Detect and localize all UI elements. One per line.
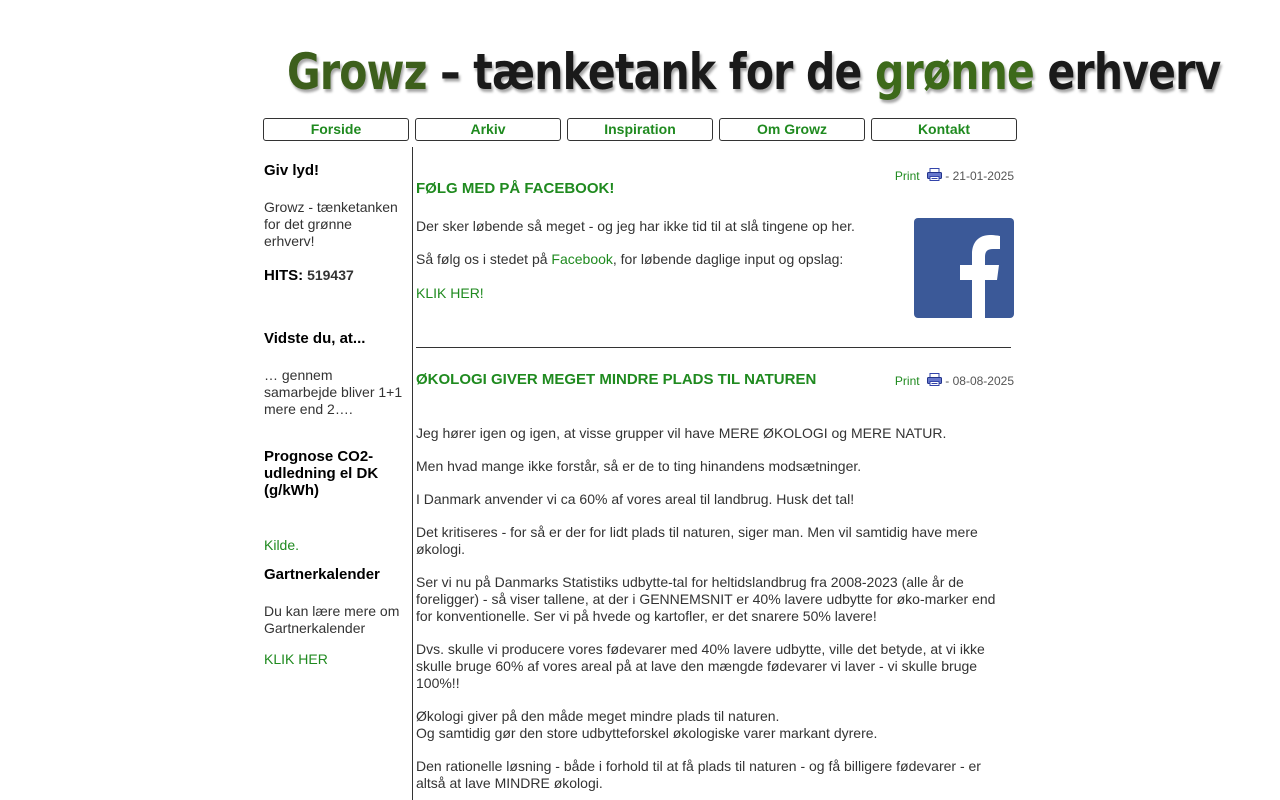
text-after-link: , for løbende daglige input og opslag:	[612, 251, 844, 267]
sidebar-heading-prognose: Prognose CO2-udledning el DK (g/kWh)	[264, 448, 379, 499]
article-title[interactable]: FØLG MED PÅ FACEBOOK!	[416, 180, 615, 197]
article-paragraph: Dvs. skulle vi producere vores fødevarer med 40% lavere udbytte, ville det betyde, at vi ikke skulle bruge 60% af vores areal på at lave den mængde fødevarer vi laver - vi skulle bruge 100%!!	[416, 641, 985, 691]
hits-counter	[264, 267, 406, 284]
sidebar-heading-giv-lyd: Giv lyd!	[264, 162, 320, 179]
logo-green-word: grønne	[874, 43, 1034, 101]
gartner-klik-her-link[interactable]: KLIK HER	[264, 651, 328, 667]
article-paragraph: Økologi giver på den måde meget mindre plads til naturen.	[416, 708, 780, 724]
article-paragraph: Der sker løbende så meget - og jeg har ikke tid til at slå tingene op her.	[416, 218, 855, 234]
article-meta	[895, 373, 1014, 388]
logo-dash: –	[426, 43, 474, 101]
main-nav	[263, 118, 1019, 142]
article-date: - 21-01-2025	[945, 169, 1014, 183]
nav-om-growz[interactable]: Om Growz	[719, 118, 865, 141]
article-paragraph: Den rationelle løsning - både i forhold til at få plads til naturen - og få billigere fødevarer - er altså at lave MINDRE økologi.	[416, 758, 981, 791]
hits-label: HITS:	[264, 267, 304, 284]
printer-icon[interactable]	[927, 168, 942, 181]
article-paragraph: Ser vi nu på Danmarks Statistiks udbytte-tal for heltidslandbrug fra 2008-2023 (alle år de foreligger) - så viser tallene, at der i GENNEMSNIT er 40% lavere udbytte for øko-marker end for konventionelle. Ser vi på hvede og kartofler, er det snarere 50% lavere!	[416, 574, 996, 624]
print-link[interactable]: Print	[894, 169, 920, 183]
text-before-link: Så følg os i stedet på	[416, 251, 552, 267]
nav-arkiv[interactable]: Arkiv	[415, 118, 561, 141]
sidebar-heading-gartner: Gartnerkalender	[264, 566, 380, 583]
facebook-link[interactable]: Facebook	[551, 251, 613, 267]
nav-inspiration[interactable]: Inspiration	[567, 118, 713, 141]
prognose-source-link[interactable]: Kilde.	[264, 537, 300, 553]
sidebar-text-growz: Growz - tænketanken for det grønne erhverv!	[264, 199, 398, 249]
logo-brand: Growz	[287, 43, 427, 101]
hits-value: 519437	[307, 267, 354, 283]
article-facebook	[416, 160, 1014, 330]
article-separator	[416, 347, 1011, 348]
sidebar-gartner	[264, 566, 406, 667]
sidebar-vidste	[264, 330, 406, 418]
site-logo[interactable]	[287, 36, 1221, 108]
sidebar-text-vidste: … gennem samarbejde bliver 1+1 mere end 2….	[264, 367, 403, 417]
article-paragraph: I Danmark anvender vi ca 60% af vores areal til landbrug. Husk det tal!	[416, 491, 855, 507]
article-body	[416, 425, 996, 792]
article-paragraph-facebook	[416, 251, 886, 268]
facebook-klik-her-link[interactable]: KLIK HER!	[416, 285, 484, 301]
logo-tagline-part1: tænketank for de	[473, 43, 875, 101]
column-divider	[412, 147, 413, 800]
article-paragraph: Det kritiseres - for så er der for lidt plads til naturen, siger man. Men vil samtidig have mere økologi.	[416, 524, 978, 557]
sidebar-giv-lyd	[264, 162, 406, 284]
nav-kontakt[interactable]: Kontakt	[871, 118, 1017, 141]
logo-tagline-part2: erhverv	[1033, 43, 1221, 101]
print-link[interactable]: Print	[894, 374, 920, 388]
sidebar-prognose	[264, 448, 406, 553]
article-paragraph: Og samtidig gør den store udbytteforskel økologiske varer markant dyrere.	[416, 725, 878, 741]
article-title[interactable]: ØKOLOGI GIVER MEGET MINDRE PLADS TIL NATUREN	[416, 371, 817, 388]
article-date: - 08-08-2025	[945, 374, 1014, 388]
article-meta	[895, 168, 1014, 183]
sidebar-text-gartner: Du kan lære mere om Gartnerkalender	[264, 603, 400, 636]
article-paragraph: Jeg hører igen og igen, at visse grupper vil have MERE ØKOLOGI og MERE NATUR.	[416, 425, 947, 441]
sidebar-heading-vidste: Vidste du, at...	[264, 330, 366, 347]
printer-icon[interactable]	[927, 373, 942, 386]
nav-forside[interactable]: Forside	[263, 118, 409, 141]
facebook-logo[interactable]	[914, 218, 1014, 318]
article-paragraph: Men hvad mange ikke forstår, så er de to ting hinandens modsætninger.	[416, 458, 862, 474]
